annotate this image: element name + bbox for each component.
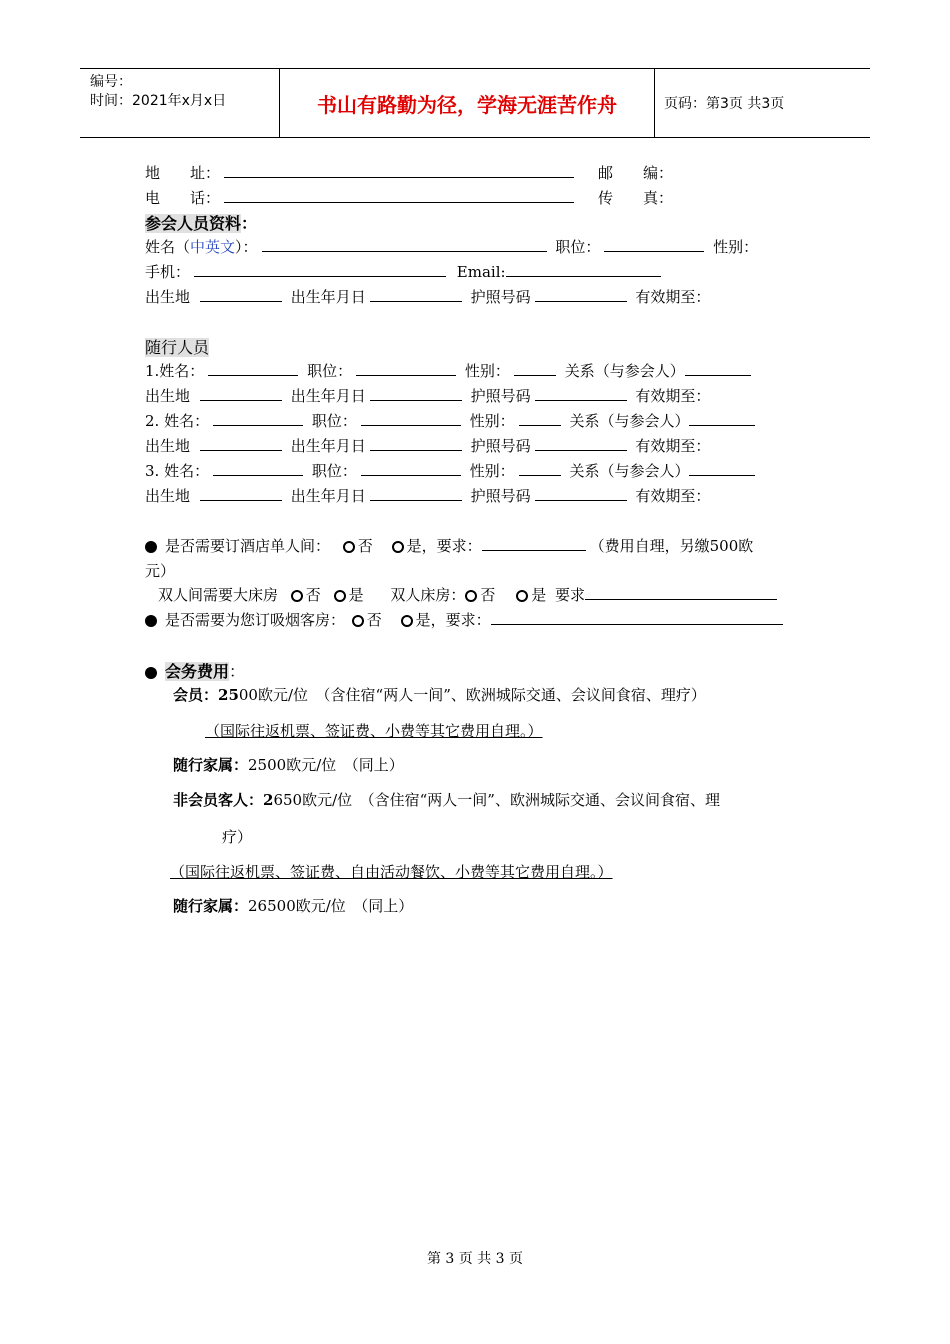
serial-label: 编号： bbox=[90, 74, 132, 90]
companion-1-passport-row: 出生地 出生年月日 护照号码 有效期至： bbox=[145, 387, 711, 405]
birthplace-field[interactable] bbox=[200, 488, 282, 501]
companion-gender-field[interactable] bbox=[519, 413, 561, 426]
mobile-field[interactable] bbox=[194, 264, 446, 277]
companion-name-field[interactable] bbox=[213, 463, 303, 476]
attendee-position-field[interactable] bbox=[604, 239, 704, 252]
smoking-room-row: 是否需要为您订吸烟客房： 否 是，要求： bbox=[145, 609, 787, 630]
companion-2-passport-row: 出生地 出生年月日 护照号码 有效期至： bbox=[145, 437, 711, 455]
radio-no-icon[interactable] bbox=[352, 615, 364, 627]
postcode-label: 邮 编： bbox=[598, 164, 674, 182]
passport-field[interactable] bbox=[535, 289, 627, 302]
member-fee-note: （国际往返机票、签证费、小费等其它费用自理。） bbox=[205, 722, 543, 740]
companion-gender-field[interactable] bbox=[519, 463, 561, 476]
address-field[interactable] bbox=[224, 165, 574, 178]
birthplace-field[interactable] bbox=[200, 289, 282, 302]
attendee-name-field[interactable] bbox=[262, 239, 547, 252]
nonmember-fee-row: 非会员客人：2650欧元/位 （含住宿“两人一间”、欧洲城际交通、会议间食宿、理 bbox=[173, 791, 720, 809]
family-fee-row: 随行家属：2500欧元/位 （同上） bbox=[173, 756, 404, 774]
smoking-room-require-field[interactable] bbox=[491, 612, 783, 625]
header-meta bbox=[80, 69, 280, 137]
companion-position-field[interactable] bbox=[356, 363, 456, 376]
nonmember-fee-note: （国际往返机票、签证费、自由活动餐饮、小费等其它费用自理。） bbox=[170, 863, 613, 881]
radio-no-icon[interactable] bbox=[343, 541, 355, 553]
passport-field[interactable] bbox=[535, 388, 627, 401]
email-field[interactable] bbox=[506, 264, 661, 277]
companion-relation-field[interactable] bbox=[685, 363, 751, 376]
header-motto: 书山有路勤为径，学海无涯苦作舟 bbox=[280, 69, 655, 137]
fees-section-title: 会务费用： bbox=[145, 659, 245, 682]
page-header bbox=[80, 68, 870, 138]
radio-no-icon[interactable] bbox=[465, 590, 477, 602]
radio-no-icon[interactable] bbox=[291, 590, 303, 602]
radio-yes-icon[interactable] bbox=[334, 590, 346, 602]
companion-name-field[interactable] bbox=[208, 363, 298, 376]
attendee-name-row: 姓名（中英文）： 职位： 性别： bbox=[145, 238, 759, 256]
header-page-info: 页码：第3页 共3页 bbox=[664, 96, 785, 112]
radio-yes-icon[interactable] bbox=[401, 615, 413, 627]
radio-yes-icon[interactable] bbox=[392, 541, 404, 553]
birthdate-field[interactable] bbox=[370, 388, 462, 401]
single-room-require-field[interactable] bbox=[482, 538, 586, 551]
birthplace-field[interactable] bbox=[200, 438, 282, 451]
phone-field[interactable] bbox=[224, 190, 574, 203]
single-room-row: 是否需要订酒店单人间： 否 是，要求： （费用自理，另缴500欧 bbox=[145, 535, 753, 556]
member-fee-row: 会员：2500欧元/位 （含住宿“两人一间”、欧洲城际交通、会议间食宿、理疗） bbox=[173, 686, 706, 704]
birthdate-field[interactable] bbox=[370, 438, 462, 451]
companion-position-field[interactable] bbox=[361, 413, 461, 426]
companion-relation-field[interactable] bbox=[689, 463, 755, 476]
single-room-note-cont: 元） bbox=[145, 562, 176, 580]
nonmember-fee-cont: 疗） bbox=[222, 828, 253, 846]
companion-name-field[interactable] bbox=[213, 413, 303, 426]
family2-fee-row: 随行家属：26500欧元/位 （同上） bbox=[173, 897, 414, 915]
phone-label: 电 话： bbox=[145, 189, 221, 207]
double-room-row: 双人间需要大床房 否 是 双人床房： 否 是 要求 bbox=[158, 584, 781, 605]
companion-3-row: 3. 姓名： 职位： 性别： 关系（与参会人） bbox=[145, 460, 759, 481]
double-room-require-field[interactable] bbox=[585, 587, 777, 600]
phone-row bbox=[145, 187, 578, 208]
bullet-icon bbox=[145, 615, 157, 627]
time-label: 时间：2021年x月x日 bbox=[90, 93, 227, 109]
companion-position-field[interactable] bbox=[361, 463, 461, 476]
fax-label: 传 真： bbox=[598, 189, 674, 207]
passport-field[interactable] bbox=[535, 488, 627, 501]
companion-1-row: 1.姓名： 职位： 性别： 关系（与参会人） bbox=[145, 360, 755, 381]
passport-field[interactable] bbox=[535, 438, 627, 451]
bullet-icon bbox=[145, 667, 157, 679]
attendee-contact-row: 手机： Email: bbox=[145, 261, 665, 282]
address-label: 地 址： bbox=[145, 164, 221, 182]
attendee-passport-row: 出生地 出生年月日 护照号码 有效期至： bbox=[145, 288, 711, 306]
companion-2-row: 2. 姓名： 职位： 性别： 关系（与参会人） bbox=[145, 410, 759, 431]
page-footer: 第 3 页 共 3 页 bbox=[426, 1251, 524, 1267]
companions-section-title: 随行人员 bbox=[145, 338, 210, 357]
attendee-section-title: 参会人员资料： bbox=[145, 214, 258, 233]
companion-3-passport-row: 出生地 出生年月日 护照号码 有效期至： bbox=[145, 487, 711, 505]
birthdate-field[interactable] bbox=[370, 289, 462, 302]
address-row bbox=[145, 162, 578, 183]
radio-yes-icon[interactable] bbox=[516, 590, 528, 602]
bullet-icon bbox=[145, 541, 157, 553]
birthplace-field[interactable] bbox=[200, 388, 282, 401]
birthdate-field[interactable] bbox=[370, 488, 462, 501]
companion-relation-field[interactable] bbox=[689, 413, 755, 426]
companion-gender-field[interactable] bbox=[514, 363, 556, 376]
